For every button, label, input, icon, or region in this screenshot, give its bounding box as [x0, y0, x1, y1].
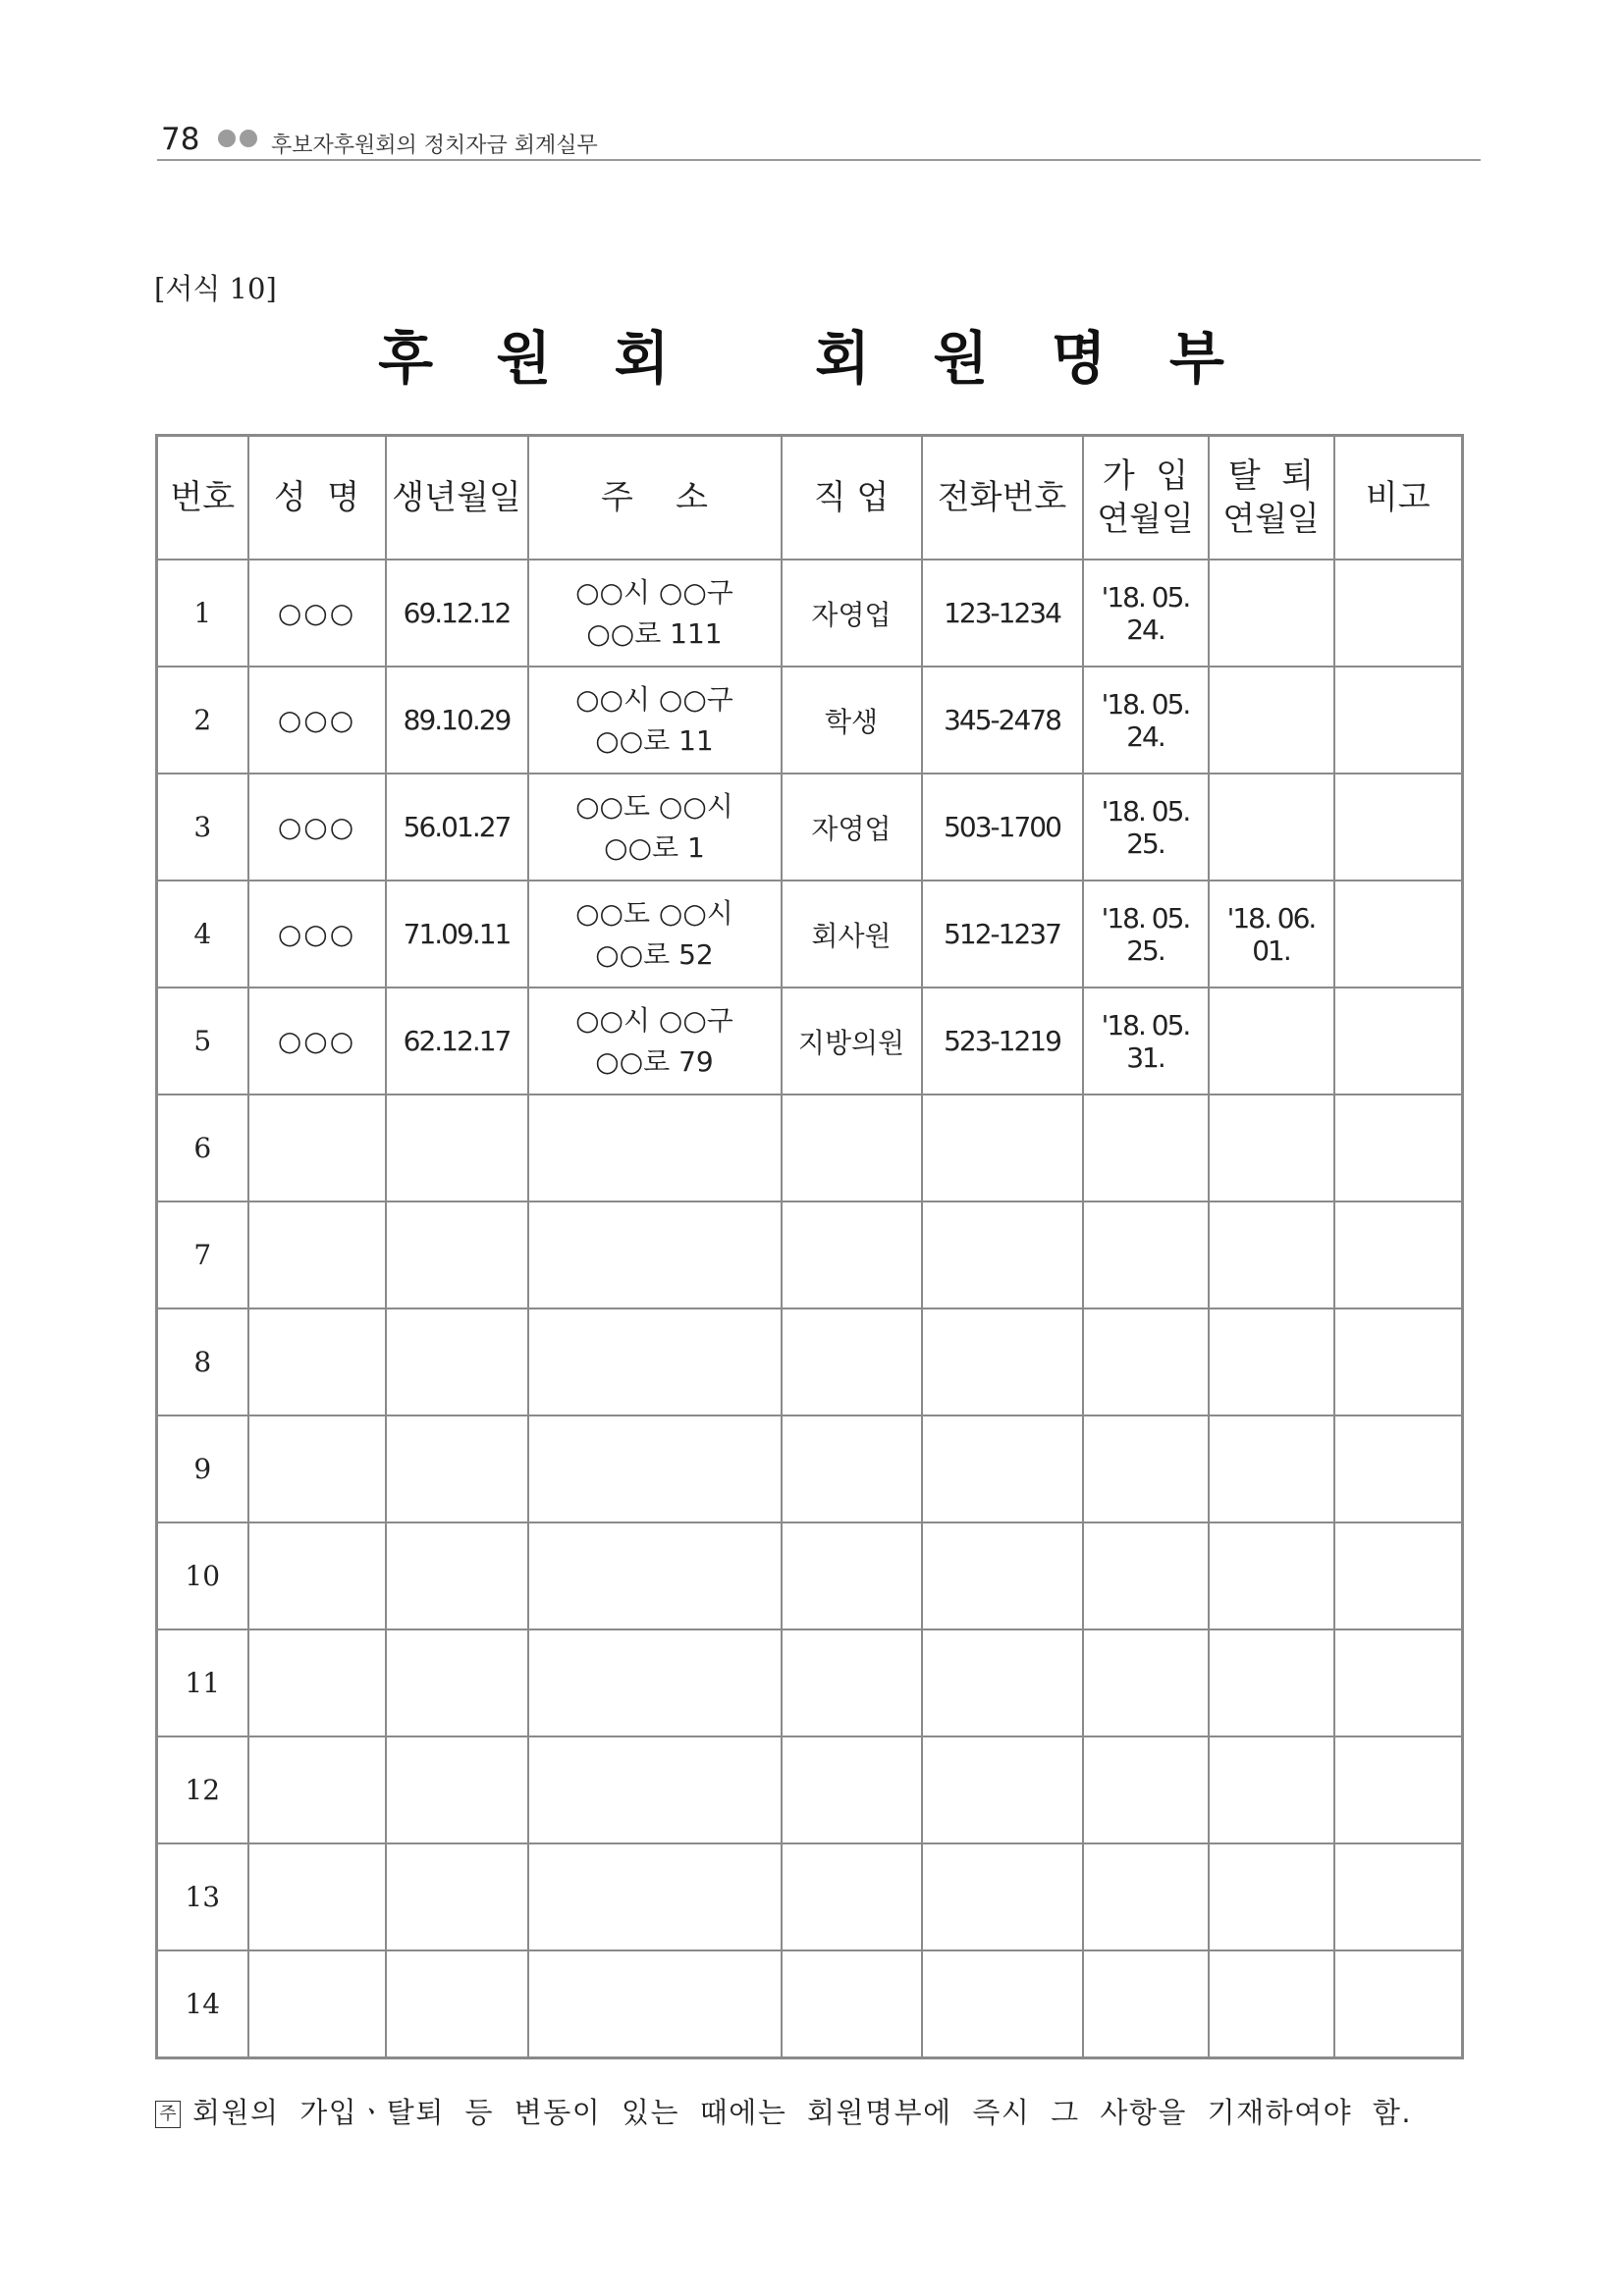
cell-leave [1209, 988, 1334, 1095]
note-mark-icon: 주 [155, 2101, 181, 2128]
table-row [157, 1843, 1463, 1950]
cell-name: ○○○ [248, 881, 386, 988]
address-line: ○○로 52 [595, 937, 714, 971]
cell-join [1083, 1629, 1209, 1736]
footnote-text: 회원의 가입ㆍ탈퇴 등 변동이 있는 때에는 회원명부에 즉시 그 사항을 기재하여야 함. [192, 2096, 1413, 2129]
cell-phone [922, 1201, 1083, 1308]
cell-no: 11 [157, 1629, 248, 1736]
running-header-title: 후보자후원회의 정치자금 회계실무 [271, 133, 598, 158]
cell-phone: 512-1237 [922, 881, 1083, 988]
cell-leave [1209, 1308, 1334, 1415]
cell-no: 4 [157, 881, 248, 988]
column-header-line: 전화번호 [937, 478, 1067, 517]
cell-name [248, 1201, 386, 1308]
cell-name [248, 1095, 386, 1201]
cell-no: 10 [157, 1522, 248, 1629]
cell-phone: 345-2478 [922, 667, 1083, 774]
column-header-line: 주 소 [601, 478, 708, 517]
cell-join [1083, 1415, 1209, 1522]
cell-birth: 89.10.29 [386, 667, 528, 774]
cell-remarks [1334, 1095, 1463, 1201]
cell-leave [1209, 774, 1334, 881]
cell-job [782, 1736, 922, 1843]
cell-address [528, 774, 782, 881]
address-line: ○○도 ○○시 [575, 789, 733, 823]
cell-join: '18. 05. 24. [1083, 667, 1209, 774]
cell-job [782, 1522, 922, 1629]
address-line: ○○로 11 [595, 723, 714, 757]
table-row [157, 667, 1463, 774]
cell-leave [1209, 1415, 1334, 1522]
cell-join: '18. 05. 24. [1083, 560, 1209, 667]
cell-phone [922, 1843, 1083, 1950]
table-row [157, 774, 1463, 881]
table-row [157, 988, 1463, 1095]
cell-join: '18. 05. 25. [1083, 881, 1209, 988]
cell-birth [386, 1201, 528, 1308]
cell-birth: 56.01.27 [386, 774, 528, 881]
address-line: ○○로 79 [595, 1044, 714, 1078]
cell-address [528, 1308, 782, 1415]
cell-no: 12 [157, 1736, 248, 1843]
column-header-line: 직 업 [813, 478, 890, 517]
address-line: ○○로 1 [604, 830, 705, 864]
cell-address [528, 1950, 782, 2058]
cell-name [248, 1629, 386, 1736]
address-line: ○○시 ○○구 [575, 682, 733, 716]
cell-birth [386, 1629, 528, 1736]
cell-join [1083, 1095, 1209, 1201]
footnote [155, 2091, 1471, 2130]
cell-phone [922, 1308, 1083, 1415]
cell-birth [386, 1736, 528, 1843]
cell-job: 지방의원 [782, 988, 922, 1095]
cell-no: 6 [157, 1095, 248, 1201]
column-header-join [1083, 436, 1209, 561]
column-header-line: 번호 [170, 478, 236, 517]
cell-remarks [1334, 1201, 1463, 1308]
cell-remarks [1334, 988, 1463, 1095]
column-header-remarks [1334, 436, 1463, 561]
cell-birth [386, 1415, 528, 1522]
cell-job [782, 1095, 922, 1201]
cell-job: 자영업 [782, 774, 922, 881]
cell-remarks [1334, 667, 1463, 774]
cell-join [1083, 1736, 1209, 1843]
cell-leave [1209, 1629, 1334, 1736]
cell-name [248, 1843, 386, 1950]
cell-address [528, 1843, 782, 1950]
cell-address [528, 1095, 782, 1201]
cell-leave [1209, 1201, 1334, 1308]
cell-name: ○○○ [248, 774, 386, 881]
table-row [157, 1629, 1463, 1736]
table-row [157, 1522, 1463, 1629]
table-body [157, 560, 1463, 2058]
column-header-birth [386, 436, 528, 561]
cell-remarks [1334, 1736, 1463, 1843]
column-header-line: 연월일 [1097, 500, 1194, 539]
cell-address [528, 1522, 782, 1629]
cell-remarks [1334, 881, 1463, 988]
cell-no: 9 [157, 1415, 248, 1522]
cell-job [782, 1629, 922, 1736]
cell-address [528, 881, 782, 988]
table-row [157, 881, 1463, 988]
cell-no: 5 [157, 988, 248, 1095]
cell-remarks [1334, 1629, 1463, 1736]
column-header-line: 생년월일 [392, 478, 521, 517]
table-row [157, 1415, 1463, 1522]
table-row [157, 560, 1463, 667]
cell-address [528, 1415, 782, 1522]
cell-name [248, 1522, 386, 1629]
column-header-no [157, 436, 248, 561]
cell-remarks [1334, 774, 1463, 881]
cell-no: 13 [157, 1843, 248, 1950]
cell-name [248, 1415, 386, 1522]
table-row [157, 1736, 1463, 1843]
cell-address [528, 667, 782, 774]
column-header-name [248, 436, 386, 561]
cell-remarks [1334, 1522, 1463, 1629]
cell-job [782, 1843, 922, 1950]
column-header-address [528, 436, 782, 561]
header-row [157, 436, 1463, 561]
address-line: ○○로 111 [586, 616, 723, 650]
cell-join [1083, 1950, 1209, 2058]
cell-birth [386, 1095, 528, 1201]
member-roster-table [155, 434, 1464, 2059]
cell-phone [922, 1415, 1083, 1522]
cell-leave [1209, 560, 1334, 667]
table-row [157, 1095, 1463, 1201]
cell-job [782, 1201, 922, 1308]
cell-name [248, 1308, 386, 1415]
cell-leave [1209, 1095, 1334, 1201]
cell-birth [386, 1950, 528, 2058]
address-line: ○○시 ○○구 [575, 1003, 733, 1037]
cell-name: ○○○ [248, 667, 386, 774]
cell-address [528, 1201, 782, 1308]
cell-phone: 503-1700 [922, 774, 1083, 881]
page-header [157, 120, 1481, 161]
table-row [157, 1308, 1463, 1415]
cell-leave [1209, 1522, 1334, 1629]
cell-job [782, 1308, 922, 1415]
cell-birth: 62.12.17 [386, 988, 528, 1095]
cell-join [1083, 1522, 1209, 1629]
cell-birth: 69.12.12 [386, 560, 528, 667]
cell-phone [922, 1629, 1083, 1736]
cell-birth [386, 1522, 528, 1629]
cell-no: 2 [157, 667, 248, 774]
column-header-phone [922, 436, 1083, 561]
cell-birth [386, 1843, 528, 1950]
cell-join: '18. 05. 25. [1083, 774, 1209, 881]
cell-remarks [1334, 1308, 1463, 1415]
table-row [157, 1201, 1463, 1308]
cell-phone: 123-1234 [922, 560, 1083, 667]
cell-join [1083, 1843, 1209, 1950]
cell-birth [386, 1308, 528, 1415]
page-number: 78 [161, 122, 200, 157]
cell-leave [1209, 1950, 1334, 2058]
cell-job: 회사원 [782, 881, 922, 988]
column-header-line: 성 명 [273, 478, 360, 517]
cell-birth: 71.09.11 [386, 881, 528, 988]
cell-job [782, 1950, 922, 2058]
cell-phone: 523-1219 [922, 988, 1083, 1095]
cell-leave: '18. 06. 01. [1209, 881, 1334, 988]
cell-remarks [1334, 1950, 1463, 2058]
cell-phone [922, 1095, 1083, 1201]
cell-job: 학생 [782, 667, 922, 774]
cell-address [528, 988, 782, 1095]
cell-leave [1209, 667, 1334, 774]
cell-no: 14 [157, 1950, 248, 2058]
cell-remarks [1334, 1843, 1463, 1950]
cell-phone [922, 1522, 1083, 1629]
cell-name [248, 1950, 386, 2058]
column-header-line: 연월일 [1222, 500, 1320, 539]
address-line: ○○도 ○○시 [575, 896, 733, 930]
address-line: ○○시 ○○구 [575, 575, 733, 609]
table-row [157, 1950, 1463, 2058]
column-header-line: 가 입 [1102, 456, 1189, 496]
cell-name: ○○○ [248, 560, 386, 667]
column-header-line: 비고 [1365, 478, 1431, 517]
cell-name [248, 1736, 386, 1843]
cell-name: ○○○ [248, 988, 386, 1095]
cell-no: 3 [157, 774, 248, 881]
cell-remarks [1334, 560, 1463, 667]
cell-leave [1209, 1843, 1334, 1950]
table-header [157, 436, 1463, 561]
document-title: 후 원 회 회 원 명 부 [378, 325, 1246, 392]
cell-address [528, 1629, 782, 1736]
header-dots-decoration [218, 130, 261, 151]
cell-no: 8 [157, 1308, 248, 1415]
cell-leave [1209, 1736, 1334, 1843]
cell-job [782, 1415, 922, 1522]
cell-no: 7 [157, 1201, 248, 1308]
cell-remarks [1334, 1415, 1463, 1522]
cell-address [528, 560, 782, 667]
cell-join [1083, 1201, 1209, 1308]
cell-phone [922, 1950, 1083, 2058]
cell-job: 자영업 [782, 560, 922, 667]
form-number-label: [서식 10] [154, 272, 277, 305]
cell-address [528, 1736, 782, 1843]
cell-join [1083, 1308, 1209, 1415]
column-header-leave [1209, 436, 1334, 561]
cell-no: 1 [157, 560, 248, 667]
column-header-line: 탈 퇴 [1227, 456, 1315, 496]
cell-join: '18. 05. 31. [1083, 988, 1209, 1095]
column-header-job [782, 436, 922, 561]
cell-phone [922, 1736, 1083, 1843]
